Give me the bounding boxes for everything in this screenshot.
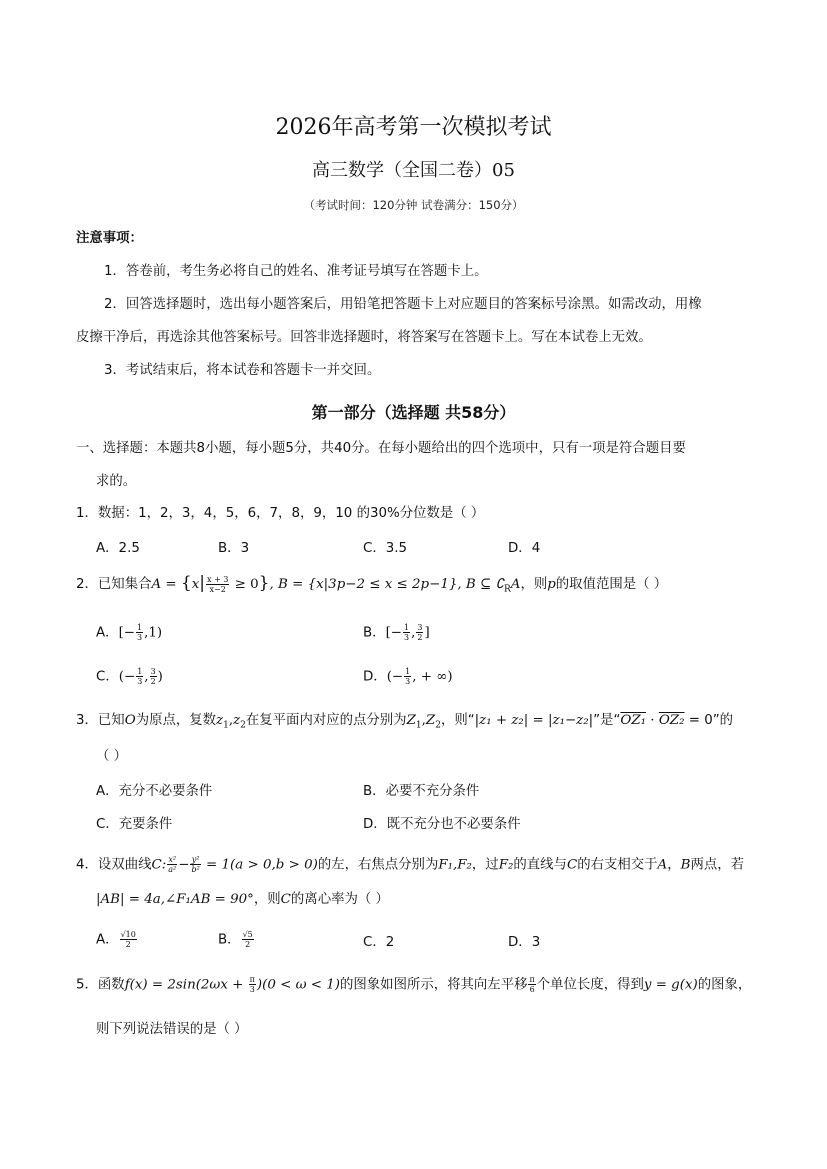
q4-option-b: B． $\frac{√5}{2}$	[218, 930, 253, 949]
part1-intro-1: 一、选择题：本题共8小题，每小题5分，共40分。在每小题给出的四个选项中，只有一项是符合题目要	[76, 441, 686, 456]
q1-option-c: C．3.5	[363, 541, 408, 556]
part1-title: 第一部分（选择题 共58分）	[311, 403, 516, 422]
q1-option-d: D．4	[508, 541, 541, 556]
note-item-1: 1．答卷前，考生务必将自己的姓名、准考证号填写在答题卡上。	[104, 264, 488, 279]
q4-stem-line2: |AB| = 4a,∠F₁AB = 90°，则C的离心率为（ ）	[96, 892, 389, 907]
q3-option-b: B．必要不充分条件	[363, 784, 480, 799]
part1-intro-2: 求的。	[96, 474, 137, 489]
q2-option-d: D．(− $\frac{1}{3}$ , + ∞)	[363, 667, 453, 686]
q3-option-a: A．充分不必要条件	[96, 784, 213, 799]
q3-option-d: D．既不充分也不必要条件	[363, 817, 521, 832]
q4-option-d: D．3	[508, 935, 541, 950]
note-item-2-cont: 皮擦干净后，再选涂其他答案标号。回答非选择题时，将答案写在答题卡上。写在本试卷上无效。	[76, 330, 652, 345]
q1-stem: 1．数据：1，2，3，4，5，6，7，8，9，10 的30%分位数是（ ）	[76, 506, 485, 521]
q3-stem: 3．已知O为原点，复数$z_1,z_2$在复平面内对应的点分别为$Z_1,Z_2$，则“|z₁ + z₂| = |z₁−z₂|”是“OZ₁ · OZ₂ = 0”的	[76, 713, 734, 731]
q2-option-c: C．(− $\frac{1}{3}$ , $\frac{3}{2}$ )	[96, 667, 163, 686]
q5-stem-line1: 5．函数f(x) = 2sin(2ωx + $\frac{\pi}{3}$ )(0 < ω < 1)的图象如图所示，将其向左平移 $\frac{\pi}{6}$ 个单位长度，得到y = g(x)的图象，	[76, 975, 752, 994]
exam-info: （考试时间：120分钟 试卷满分：150分）	[303, 198, 524, 212]
note-item-2: 2．回答选择题时，选出每小题答案后，用铅笔把答题卡上对应题目的答案标号涂黑。如需改动，用橡	[104, 297, 702, 312]
note-item-3: 3．考试结束后，将本试卷和答题卡一并交回。	[104, 363, 381, 378]
exam-subtitle: 高三数学（全国二卷）05	[312, 160, 515, 181]
exam-title: 2026年高考第一次模拟考试	[275, 115, 552, 140]
q2-fraction: $\frac{x + 3}{x-2}$	[207, 574, 229, 594]
q3-paren: （ ）	[96, 749, 128, 764]
q4-stem-line1: 4．设双曲线C: $\frac{\text{x²}}{\text{a²}}$ − $\frac{\text{y²}}{\text{b²}}$ = 1(a > 0,b > 0)的左，右焦点分别为F₁,F₂，过F₂的直线与C的右支相交于A，B两点，若	[76, 855, 744, 874]
q3-option-c: C．充要条件	[96, 817, 173, 832]
notes-heading: 注意事项：	[76, 231, 143, 246]
q1-option-a: A．2.5	[96, 541, 140, 556]
q5-stem-line2: 则下列说法错误的是（ ）	[96, 1022, 248, 1037]
q2-option-b: B．[− $\frac{1}{3}$ , $\frac{3}{2}$ ]	[363, 623, 430, 642]
q4-option-a: A． $\frac{√10}{2}$	[96, 930, 136, 949]
q1-option-b: B．3	[218, 541, 250, 556]
q4-option-c: C．2	[363, 935, 395, 950]
q2-stem: 2．已知集合A = {x| $\frac{x + 3}{x-2}$ ≥ 0}, B = {x|3p−2 ≤ x ≤ 2p−1}, B ⊆ $∁_RA$，则p的取值范围是（ ）	[76, 573, 668, 595]
q2-option-a: A．[− $\frac{1}{3}$ ,1)	[96, 623, 163, 642]
